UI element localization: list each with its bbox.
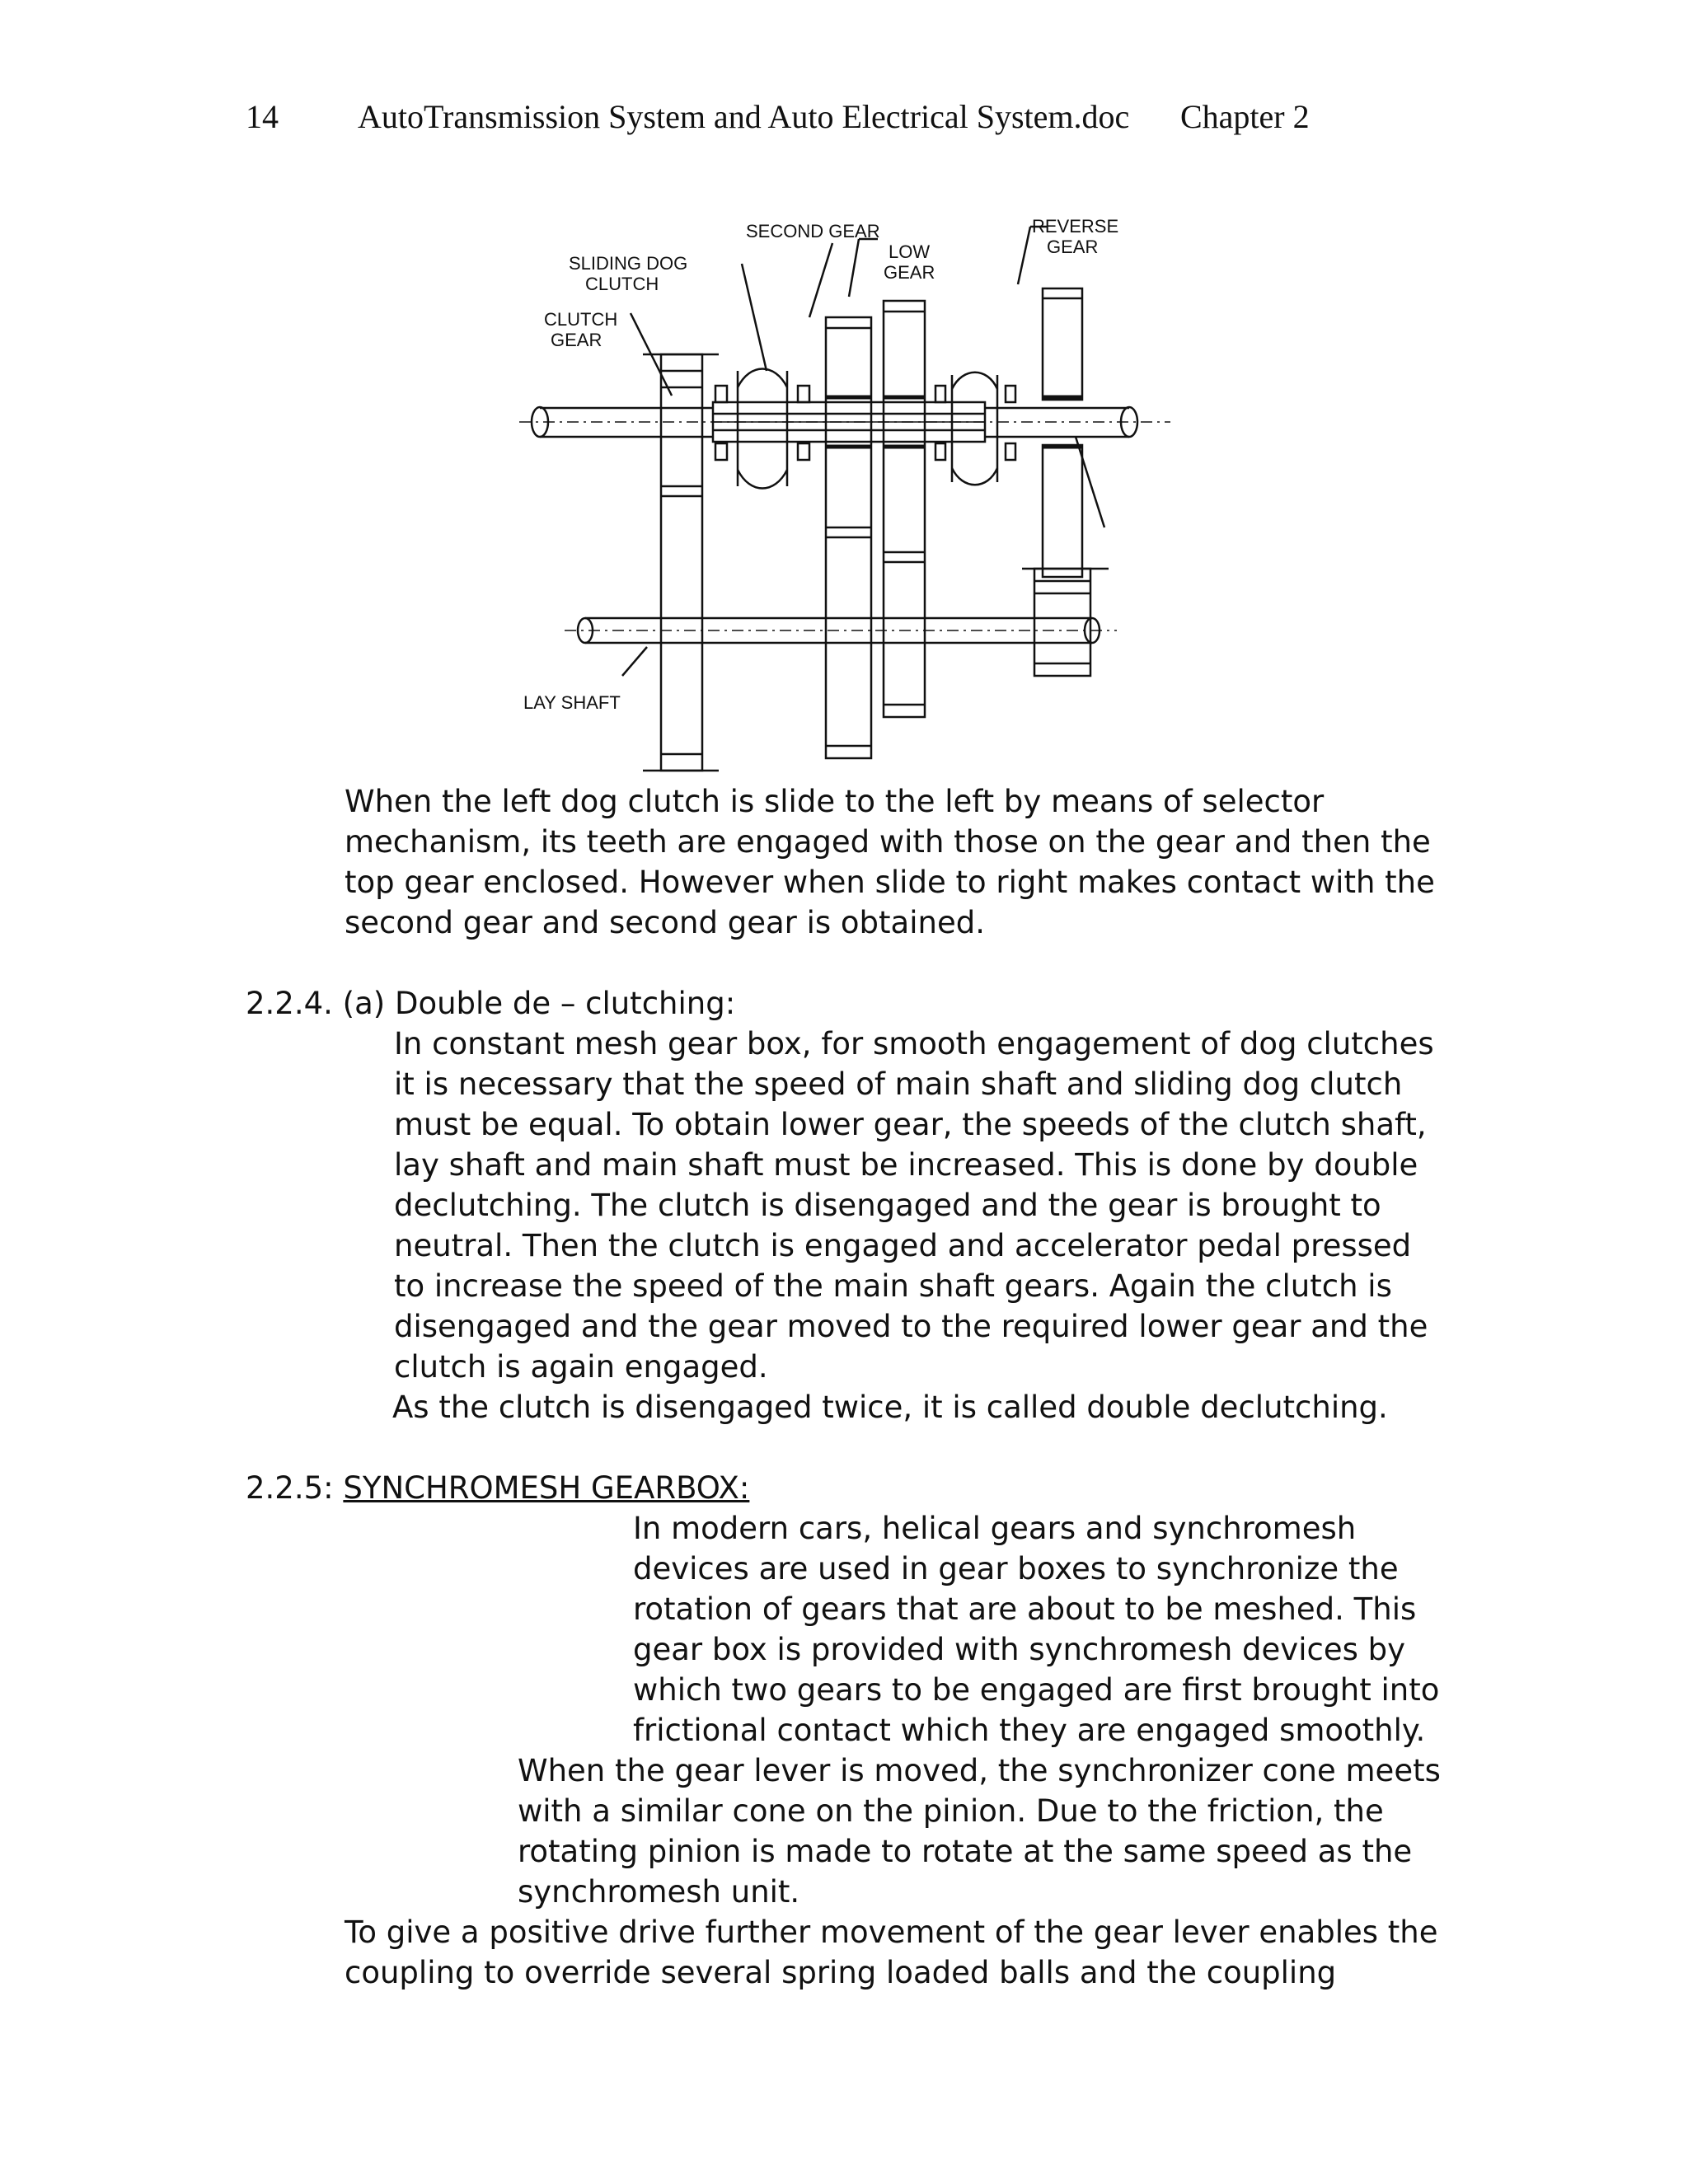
sliding-dog-clutch-right: [952, 375, 997, 482]
reverse-idler: [1034, 569, 1090, 676]
spacer: [246, 1427, 1449, 1468]
label-low-gear-2: GEAR: [884, 262, 935, 283]
page-number: 14: [246, 98, 279, 135]
label-second-gear: SECOND GEAR: [746, 221, 880, 241]
label-reverse-gear-2: GEAR: [1047, 237, 1099, 257]
paragraph-synchromesh-intro: In modern cars, helical gears and synchromesh devices are used in gear boxes to synchronize the rotation of gears that are about to be meshed. This gear box is provided with synchromesh devices by which two gears to be engaged are first brought into frictional contact which they are engaged smoothly.: [633, 1511, 1440, 1748]
heading-synchromesh-title: SYNCHROMESH GEARBOX:: [343, 1470, 750, 1506]
low-gear: [884, 301, 925, 717]
gearbox-diagram: [503, 206, 1179, 783]
paragraph-double-declutching: In constant mesh gear box, for smooth engagement of dog clutches it is necessary that the speed of main shaft and sliding dog clutch must be equal. To obtain lower gear, the speeds of the clutch shaft, lay shaft and main shaft must be increased. This is done by double declutching. The clutch is disengaged and the gear is brought to neutral. Then the clutch is engaged and accelerator pedal pressed to increase the speed of the main shaft gears. Again the clutch is disengaged and the gear moved to the required lower gear and the clutch is again engaged.: [394, 1026, 1434, 1385]
gearbox-diagram-svg: [503, 206, 1179, 783]
paragraph-positive-drive: To give a positive drive further movement of the gear lever enables the coupling to override several spring loaded balls and the coupling: [345, 1915, 1438, 1990]
label-clutch-gear-1: CLUTCH: [544, 309, 618, 330]
heading-synchromesh-number: 2.2.5:: [246, 1470, 344, 1506]
paragraph-synchronizer-cone: When the gear lever is moved, the synchronizer cone meets with a similar cone on the pinion. Due to the friction, the rotating pinion is made to rotate at the same speed as the synchromesh unit.: [518, 1753, 1441, 1910]
chapter-label: Chapter 2: [1180, 98, 1310, 135]
label-lay-shaft: LAY SHAFT: [523, 692, 621, 713]
label-sliding-dog-2: CLUTCH: [585, 274, 659, 294]
paragraph-double-declutching-summary: As the clutch is disengaged twice, it is called double declutching.: [392, 1390, 1388, 1425]
label-reverse-gear-1: REVERSE: [1032, 216, 1119, 237]
label-sliding-dog-1: SLIDING DOG: [569, 253, 688, 274]
paragraph-dog-clutch: When the left dog clutch is slide to the left by means of selector mechanism, its teeth are engaged with those on the gear and then the top gear enclosed. However when slide to right makes contact with the second gear and second gear is obtained.: [345, 784, 1435, 940]
clutch-gear: [661, 354, 702, 771]
document-title: AutoTransmission System and Auto Electrical System.doc: [358, 98, 1130, 135]
page-header: [246, 97, 1400, 147]
heading-synchromesh: [246, 1468, 1449, 1508]
reverse-gear: [1043, 288, 1082, 400]
document-body: [246, 781, 1449, 1993]
spacer: [246, 943, 1449, 983]
label-clutch-gear-2: GEAR: [551, 330, 603, 350]
sliding-dog-clutch-left: [738, 371, 787, 486]
heading-double-declutching: 2.2.4. (a) Double de – clutching:: [246, 986, 736, 1021]
label-low-gear-1: LOW: [889, 241, 931, 262]
